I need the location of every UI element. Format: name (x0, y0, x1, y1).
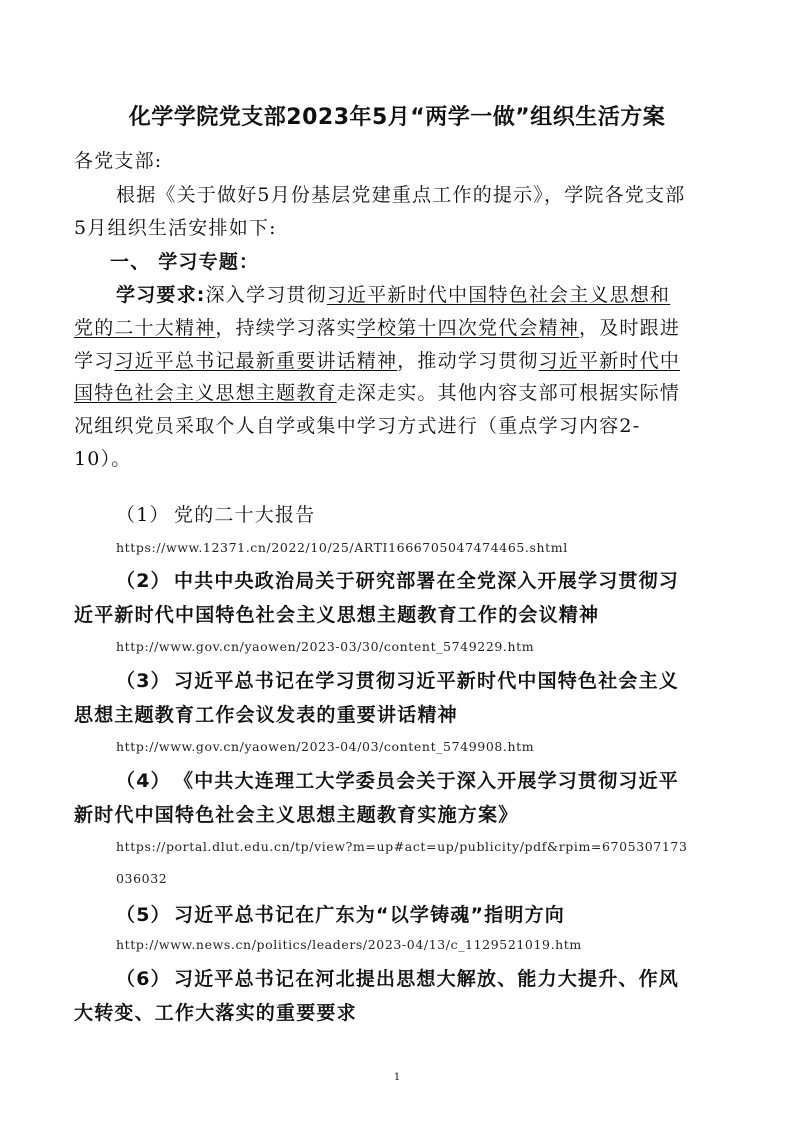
intro-line-2: 5月组织生活安排如下: (74, 217, 277, 239)
text-segment: ，持续学习落实 (215, 317, 357, 339)
text-segment: ，及时跟进 (579, 317, 681, 339)
requirements-line-2 (74, 313, 680, 340)
list-item-4 (116, 766, 679, 793)
text-segment: ，推动学习贯彻 (397, 350, 539, 372)
item-title: 中共中央政治局关于研究部署在全党深入开展学习贯彻习 (174, 570, 680, 592)
item-title-continued: 思想主题教育工作会议发表的重要讲话精神 (74, 704, 458, 726)
intro-line-1: 根据《关于做好5月份基层党建重点工作的提示》，学院各党支部 (116, 184, 686, 206)
item-title-continued: 近平新时代中国特色社会主义思想主题教育工作的会议精神 (74, 604, 600, 626)
item-number: （4） (116, 770, 171, 792)
page-number: 1 (393, 1072, 401, 1083)
underlined-text: 学校第十四次党代会精神 (356, 317, 580, 339)
underlined-text: 习近平新时代中国特色社会主义思想和 (326, 284, 671, 306)
text-segment: 深入学习贯彻 (205, 284, 327, 306)
list-item-5 (116, 900, 565, 927)
list-item-3 (116, 666, 679, 693)
list-item-1 (116, 500, 315, 527)
item-title: 习近平总书记在广东为“以学铸魂”指明方向 (174, 904, 565, 926)
list-item-2 (116, 566, 679, 593)
item-title: 习近平总书记在河北提出思想大解放、能力大提升、作风 (174, 968, 680, 990)
item-number: （6） (116, 968, 171, 990)
item-title-continued: 大转变、工作大落实的重要要求 (74, 1002, 357, 1024)
requirements-line-5: 况组织党员采取个人自学或集中学习方式进行（重点学习内容2- (74, 415, 641, 437)
item-link-continued[interactable]: 036032 (116, 871, 168, 886)
item-link[interactable]: http://www.news.cn/politics/leaders/2023-04/13/c_1129521019.htm (116, 937, 582, 952)
item-link[interactable]: https://portal.dlut.edu.cn/tp/view?m=up#act=up/publicity/pdf&rpim=6705307173 (116, 839, 688, 854)
item-link[interactable]: http://www.gov.cn/yaowen/2023-04/03/content_5749908.htm (116, 739, 535, 754)
item-number: （1） (116, 504, 170, 526)
text-segment: 走深走实。其他内容支部可根据实际情 (336, 382, 681, 404)
item-title: 党的二十大报告 (174, 504, 316, 526)
requirements-label: 学习要求: (116, 284, 206, 306)
requirements-line-3 (74, 346, 680, 373)
section-heading: 一、 学习专题： (110, 251, 260, 273)
document-title: 化学学院党支部2023年5月“两学一做”组织生活方案 (128, 105, 666, 130)
item-number: （2） (116, 570, 171, 592)
list-item-6 (116, 964, 679, 991)
text-segment: 学习 (74, 350, 115, 372)
underlined-text: 习近平新时代中 (538, 350, 681, 372)
requirements-line-1 (116, 280, 670, 307)
item-number: （5） (116, 904, 171, 926)
underlined-text: 习近平总书记最新重要讲话精神 (114, 350, 398, 372)
item-title-continued: 新时代中国特色社会主义思想主题教育实施方案》 (74, 804, 519, 826)
requirements-line-6: 10）。 (74, 448, 132, 470)
item-title: 《中共大连理工大学委员会关于深入开展学习贯彻习近平 (174, 770, 680, 792)
underlined-text: 国特色社会主义思想主题教育 (74, 382, 337, 404)
requirements-line-4 (74, 378, 680, 405)
item-number: （3） (116, 670, 171, 692)
salutation: 各党支部: (74, 150, 163, 172)
underlined-text: 党的二十大精神 (74, 317, 216, 339)
item-link[interactable]: http://www.gov.cn/yaowen/2023-03/30/content_5749229.htm (116, 639, 535, 654)
item-link[interactable]: https://www.12371.cn/2022/10/25/ARTI1666705047474465.shtml (116, 540, 568, 555)
item-title: 习近平总书记在学习贯彻习近平新时代中国特色社会主义 (174, 670, 680, 692)
